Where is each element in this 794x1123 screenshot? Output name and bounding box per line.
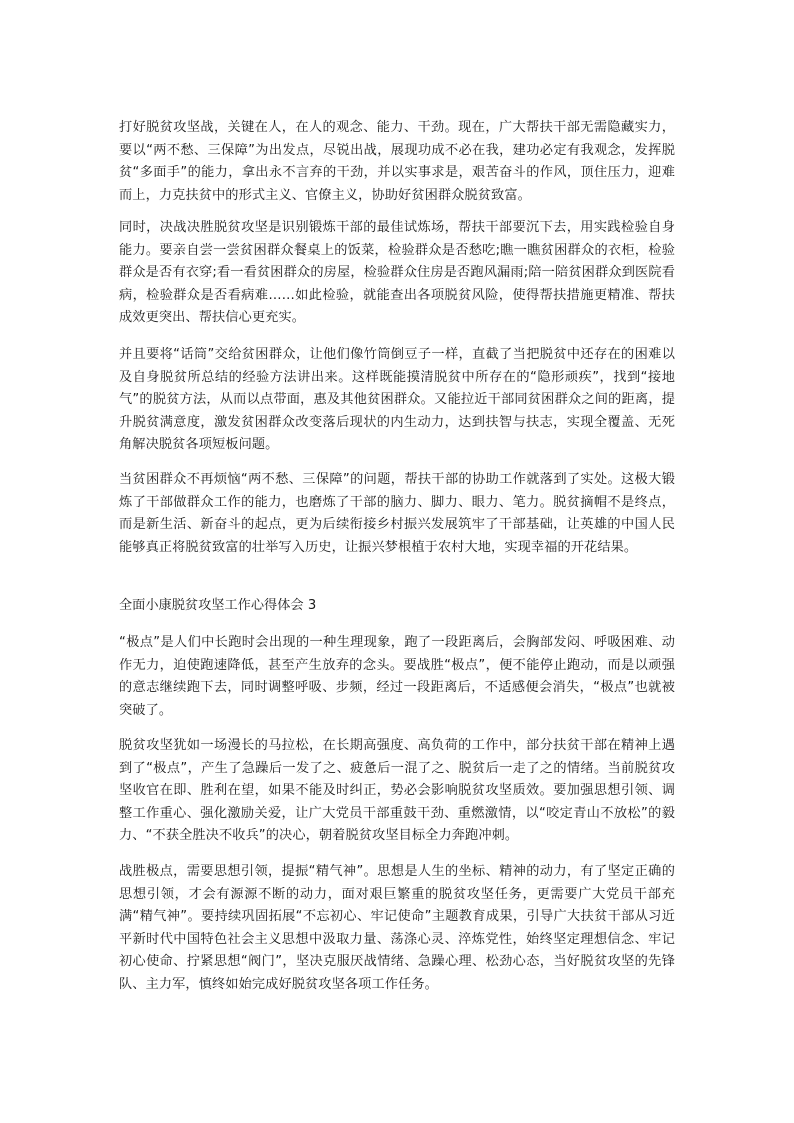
section-paragraph-3: 战胜极点，需要思想引领，提振“精气神”。思想是人生的坐标、精神的动力，有了坚定正确的思想引领，才会有源源不断的动力，面对艰巨繁重的脱贫攻坚任务，更需要广大党员干部充满“精气神”。要持续巩固拓展“不忘初心、牢记使命”主题教育成果，引导广大扶贫干部从习近平新时代中国特色社会主义思想中汲取力量、荡涤心灵、淬炼党性，始终坚定理想信念、牢记初心使命、拧紧思想“阀门”，坚决克服厌战情绪、急躁心理、松劲心态，当好脱贫攻坚的先锋队、主力军，慎终如始完成好脱贫攻坚各项工作任务。 (119, 864, 675, 992)
paragraph-2: 同时，决战决胜脱贫攻坚是识别锻炼干部的最佳试炼场，帮扶干部要沉下去，用实践检验自身能力。要亲自尝一尝贫困群众餐桌上的饭菜，检验群众是否愁吃;瞧一瞧贫困群众的衣柜，检验群众是否有衣穿;看一看贫困群众的房屋，检验群众住房是否跑风漏雨;陪一陪贫困群众到医院看病，检验群众是否看病难……如此检验，就能查出各项脱贫风险，使得帮扶措施更精准、帮扶成效更突出、帮扶信心更充实。 (119, 220, 675, 325)
paragraph-3: 并且要将“话筒”交给贫困群众，让他们像竹筒倒豆子一样，直截了当把脱贫中还存在的困难以及自身脱贫所总结的经验方法讲出来。这样既能摸清脱贫中所存在的“隐形顽疾”，找到“接地气”的脱贫方法，从而以点带面，惠及其他贫困群众。又能拉近干部同贫困群众之间的距离，提升脱贫满意度，激发贫困群众改变落后现状的内生动力，达到扶智与扶志，实现全覆盖、无死角解决脱贫各项短板问题。 (119, 347, 675, 452)
section-paragraph-1: “极点”是人们中长跑时会出现的一种生理现象，跑了一段距离后，会胸部发闷、呼吸困难、动作无力，迫使跑速降低，甚至产生放弃的念头。要战胜“极点”，便不能停止跑动，而是以顽强的意志继续跑下去，同时调整呼吸、步频，经过一段距离后，不适感便会消失，“极点”也就被突破了。 (119, 635, 675, 718)
paragraph-4: 当贫困群众不再烦恼“两不愁、三保障”的问题，帮扶干部的协助工作就落到了实处。这极大锻炼了干部做群众工作的能力，也磨炼了干部的脑力、脚力、眼力、笔力。脱贫摘帽不是终点，而是新生活、新奋斗的起点，更为后续衔接乡村振兴发展筑牢了干部基础，让英雄的中国人民能够真正将脱贫致富的壮举写入历史，让振兴梦根植于农村大地，实现幸福的开花结果。 (119, 472, 675, 555)
section-paragraph-2: 脱贫攻坚犹如一场漫长的马拉松，在长期高强度、高负荷的工作中，部分扶贫干部在精神上遇到了“极点”，产生了急躁后一发了之、疲惫后一混了之、脱贫后一走了之的情绪。当前脱贫攻坚收官在即、胜利在望，如果不能及时纠正，势必会影响脱贫攻坚质效。要加强思想引领、调整工作重心、强化激励关爱，让广大党员干部重鼓干劲、重燃激情，以“咬定青山不放松”的毅力、“不获全胜决不收兵”的决心，朝着脱贫攻坚目标全力奔跑冲刺。 (119, 738, 675, 843)
section-title: 全面小康脱贫攻坚工作心得体会 3 (119, 598, 317, 613)
paragraph-1: 打好脱贫攻坚战，关键在人，在人的观念、能力、干劲。现在，广大帮扶干部无需隐藏实力，要以“两不愁、三保障”为出发点，尽锐出战，展现功成不必在我，建功必定有我观念，发挥脱贫“多面手”的能力，拿出永不言弃的干劲，并以实事求是，艰苦奋斗的作风，顶住压力，迎难而上，力克扶贫中的形式主义、官僚主义，协助好贫困群众脱贫致富。 (119, 120, 675, 203)
